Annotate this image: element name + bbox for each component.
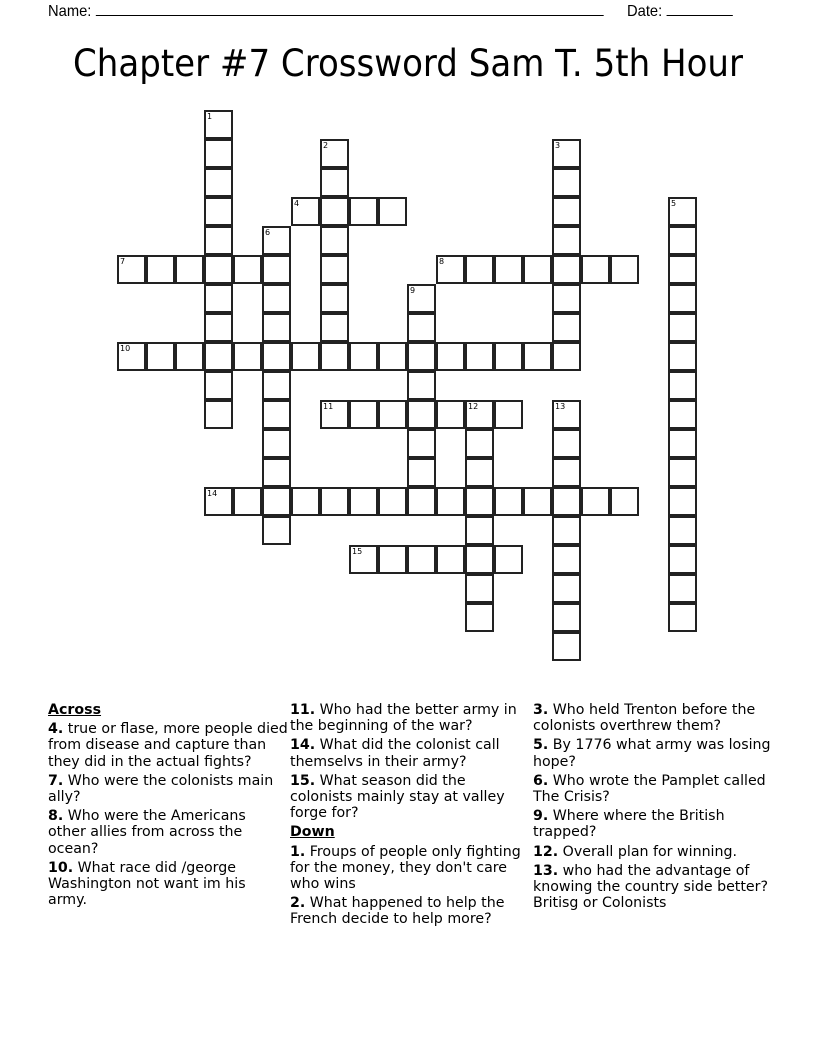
grid-cell[interactable]	[552, 632, 581, 661]
grid-cell[interactable]	[262, 487, 291, 516]
grid-cell[interactable]	[175, 342, 204, 371]
grid-cell[interactable]	[523, 487, 552, 516]
grid-cell[interactable]	[262, 342, 291, 371]
clue-number: 13.	[533, 862, 559, 879]
clue-number: 10.	[48, 859, 74, 876]
clue-text: Who wrote the Pamplet called The Crisis?	[533, 772, 766, 806]
across-clue	[290, 702, 530, 734]
grid-cell[interactable]	[262, 400, 291, 429]
grid-cell[interactable]	[204, 255, 233, 284]
grid-cell[interactable]	[262, 429, 291, 458]
grid-cell[interactable]	[320, 284, 349, 313]
grid-cell[interactable]	[552, 284, 581, 313]
grid-cell[interactable]	[378, 545, 407, 574]
clue-number-label: 4	[294, 199, 300, 208]
grid-cell[interactable]	[117, 342, 146, 371]
clue-number: 2.	[290, 895, 306, 912]
clue-number-label: 5	[671, 199, 677, 208]
clue-text: Who were the colonists main ally?	[48, 772, 274, 806]
clue-text: What happened to help the French decide to help more?	[290, 895, 505, 928]
grid-cell[interactable]	[407, 458, 436, 487]
clue-text: Froups of people only fighting for the money, they don't care who wins	[290, 843, 521, 893]
grid-cell[interactable]	[523, 255, 552, 284]
grid-cell[interactable]	[668, 226, 697, 255]
down-clue	[533, 844, 773, 860]
clue-text: Who were the Americans other allies from across the ocean?	[48, 808, 246, 857]
down-clue	[533, 773, 773, 805]
clue-text: true or flase, more people died from disease and capture than they did in the actual fights?	[48, 721, 288, 770]
clue-number-label: 13	[555, 402, 566, 411]
date-label: Date:	[627, 3, 663, 20]
clue-text: Who held Trenton before the colonists overthrew them?	[533, 702, 756, 735]
grid-cell[interactable]	[320, 168, 349, 197]
across-clue	[48, 773, 288, 805]
clue-text: What did the colonist call themselvs in their army?	[290, 737, 500, 770]
grid-cell[interactable]	[552, 313, 581, 342]
grid-cell[interactable]	[436, 487, 465, 516]
grid-cell[interactable]	[262, 458, 291, 487]
grid-cell[interactable]	[204, 342, 233, 371]
across-clue	[290, 737, 530, 769]
grid-cell[interactable]	[668, 284, 697, 313]
grid-cell[interactable]	[465, 516, 494, 545]
grid-cell[interactable]	[552, 197, 581, 226]
grid-cell[interactable]	[320, 313, 349, 342]
clue-number: 3.	[533, 702, 549, 718]
across-heading: Across	[48, 702, 102, 718]
clue-number-label: 9	[410, 286, 416, 295]
clue-text: who had the advantage of knowing the country side better? Britisg or Colonists	[533, 862, 769, 912]
clue-number: 7.	[48, 772, 64, 789]
grid-cell[interactable]	[320, 487, 349, 516]
grid-cell[interactable]	[494, 545, 523, 574]
clue-text: What season did the colonists mainly stay at valley forge for?	[290, 772, 505, 822]
grid-cell[interactable]	[291, 342, 320, 371]
grid-cell[interactable]	[552, 545, 581, 574]
grid-cell[interactable]	[233, 487, 262, 516]
clue-number: 12.	[533, 843, 559, 860]
grid-cell[interactable]	[668, 197, 697, 226]
grid-cell[interactable]	[552, 400, 581, 429]
grid-cell[interactable]	[436, 255, 465, 284]
down-clue	[533, 702, 773, 734]
grid-cell[interactable]	[378, 197, 407, 226]
grid-cell[interactable]	[436, 545, 465, 574]
grid-cell[interactable]	[320, 255, 349, 284]
grid-cell[interactable]	[668, 603, 697, 632]
grid-cell[interactable]	[552, 429, 581, 458]
clue-number: 9.	[533, 808, 549, 825]
clue-number-label: 14	[207, 489, 218, 498]
clues-column-2	[290, 702, 530, 931]
grid-cell[interactable]	[262, 284, 291, 313]
grid-cell[interactable]	[552, 458, 581, 487]
name-blank[interactable]	[95, 0, 603, 16]
clue-number: 6.	[533, 772, 549, 789]
grid-cell[interactable]	[552, 226, 581, 255]
clue-text: Where where the British trapped?	[533, 808, 725, 841]
clue-number-label: 6	[265, 228, 271, 237]
grid-cell[interactable]	[668, 545, 697, 574]
clue-number-label: 7	[120, 257, 126, 266]
down-clue	[533, 808, 773, 840]
grid-cell[interactable]	[175, 255, 204, 284]
down-clue	[533, 737, 773, 769]
grid-cell[interactable]	[407, 313, 436, 342]
date-blank[interactable]	[666, 0, 732, 16]
clue-number-label: 15	[352, 547, 363, 556]
grid-cell[interactable]	[552, 487, 581, 516]
grid-cell[interactable]	[291, 487, 320, 516]
across-clue	[48, 860, 288, 909]
grid-cell[interactable]	[262, 516, 291, 545]
grid-cell[interactable]	[668, 313, 697, 342]
grid-cell[interactable]	[407, 429, 436, 458]
grid-cell[interactable]	[291, 197, 320, 226]
grid-cell[interactable]	[436, 342, 465, 371]
grid-cell[interactable]	[349, 487, 378, 516]
grid-cell[interactable]	[552, 574, 581, 603]
grid-cell[interactable]	[610, 255, 639, 284]
page-title: Chapter #7 Crossword Sam T. 5th Hour	[73, 42, 743, 85]
grid-cell[interactable]	[407, 342, 436, 371]
clue-number: 8.	[48, 808, 64, 825]
grid-cell[interactable]	[523, 342, 552, 371]
grid-cell[interactable]	[233, 342, 262, 371]
clue-text: Overall plan for winning.	[562, 843, 738, 860]
grid-cell[interactable]	[407, 371, 436, 400]
date-field[interactable]	[627, 0, 733, 22]
across-clue	[48, 808, 288, 857]
grid-cell[interactable]	[465, 603, 494, 632]
grid-cell[interactable]	[204, 110, 233, 139]
clue-number-label: 2	[323, 141, 329, 150]
grid-cell[interactable]	[262, 313, 291, 342]
across-clue	[48, 721, 288, 770]
clue-number: 1.	[290, 843, 306, 860]
grid-cell[interactable]	[465, 574, 494, 603]
grid-cell[interactable]	[204, 226, 233, 255]
grid-cell[interactable]	[204, 400, 233, 429]
grid-cell[interactable]	[552, 603, 581, 632]
grid-cell[interactable]	[494, 342, 523, 371]
grid-cell[interactable]	[407, 400, 436, 429]
grid-cell[interactable]	[349, 545, 378, 574]
down-clue	[290, 895, 530, 927]
clue-number: 15.	[290, 772, 316, 789]
grid-cell[interactable]	[378, 487, 407, 516]
grid-cell[interactable]	[204, 197, 233, 226]
grid-cell[interactable]	[320, 400, 349, 429]
grid-cell[interactable]	[146, 255, 175, 284]
grid-cell[interactable]	[204, 168, 233, 197]
grid-cell[interactable]	[320, 226, 349, 255]
clues-column-1	[48, 702, 288, 911]
grid-cell[interactable]	[465, 487, 494, 516]
grid-cell[interactable]	[262, 255, 291, 284]
clue-number: 11.	[290, 702, 316, 718]
clue-number: 14.	[290, 737, 316, 754]
grid-cell[interactable]	[204, 139, 233, 168]
grid-cell[interactable]	[552, 139, 581, 168]
grid-cell[interactable]	[407, 545, 436, 574]
grid-cell[interactable]	[552, 516, 581, 545]
grid-cell[interactable]	[436, 400, 465, 429]
name-label: Name:	[48, 3, 92, 20]
grid-cell[interactable]	[378, 342, 407, 371]
clue-number-label: 10	[120, 344, 131, 353]
grid-cell[interactable]	[668, 516, 697, 545]
clue-number-label: 11	[323, 402, 334, 411]
grid-cell[interactable]	[262, 371, 291, 400]
grid-cell[interactable]	[117, 255, 146, 284]
grid-cell[interactable]	[233, 255, 262, 284]
clue-text: Who had the better army in the beginning of the war?	[290, 702, 517, 735]
grid-cell[interactable]	[320, 342, 349, 371]
grid-cell[interactable]	[552, 342, 581, 371]
down-heading: Down	[290, 824, 335, 841]
grid-cell[interactable]	[349, 197, 378, 226]
grid-cell[interactable]	[668, 371, 697, 400]
grid-cell[interactable]	[581, 487, 610, 516]
grid-cell[interactable]	[349, 400, 378, 429]
clue-number: 4.	[48, 721, 64, 738]
clue-number-label: 12	[468, 402, 479, 411]
clue-text: What race did /george Washington not want im his army.	[48, 859, 246, 909]
down-clue	[290, 844, 530, 893]
grid-cell[interactable]	[668, 342, 697, 371]
grid-cell[interactable]	[407, 284, 436, 313]
grid-cell[interactable]	[668, 429, 697, 458]
grid-cell[interactable]	[465, 458, 494, 487]
grid-cell[interactable]	[204, 284, 233, 313]
clue-number: 5.	[533, 737, 549, 754]
name-field[interactable]	[48, 0, 603, 22]
grid-cell[interactable]	[465, 255, 494, 284]
grid-cell[interactable]	[262, 226, 291, 255]
grid-cell[interactable]	[610, 487, 639, 516]
grid-cell[interactable]	[668, 255, 697, 284]
across-clue	[290, 773, 530, 822]
grid-cell[interactable]	[668, 400, 697, 429]
grid-cell[interactable]	[494, 255, 523, 284]
grid-cell[interactable]	[668, 487, 697, 516]
grid-cell[interactable]	[349, 342, 378, 371]
grid-cell[interactable]	[204, 487, 233, 516]
grid-cell[interactable]	[204, 313, 233, 342]
grid-cell[interactable]	[465, 400, 494, 429]
grid-cell[interactable]	[668, 574, 697, 603]
clue-number-label: 3	[555, 141, 561, 150]
grid-cell[interactable]	[494, 400, 523, 429]
grid-cell[interactable]	[581, 255, 610, 284]
clue-number-label: 8	[439, 257, 445, 266]
grid-cell[interactable]	[465, 342, 494, 371]
grid-cell[interactable]	[378, 400, 407, 429]
clues-column-3	[533, 702, 773, 914]
clue-text: By 1776 what army was losing hope?	[533, 737, 771, 770]
grid-cell[interactable]	[465, 429, 494, 458]
grid-cell[interactable]	[407, 487, 436, 516]
grid-cell[interactable]	[204, 371, 233, 400]
clue-number-label: 1	[207, 112, 213, 121]
grid-cell[interactable]	[494, 487, 523, 516]
grid-cell[interactable]	[320, 139, 349, 168]
grid-cell[interactable]	[320, 197, 349, 226]
grid-cell[interactable]	[465, 545, 494, 574]
grid-cell[interactable]	[146, 342, 175, 371]
grid-cell[interactable]	[668, 458, 697, 487]
grid-cell[interactable]	[552, 255, 581, 284]
grid-cell[interactable]	[552, 168, 581, 197]
down-clue	[533, 863, 773, 912]
